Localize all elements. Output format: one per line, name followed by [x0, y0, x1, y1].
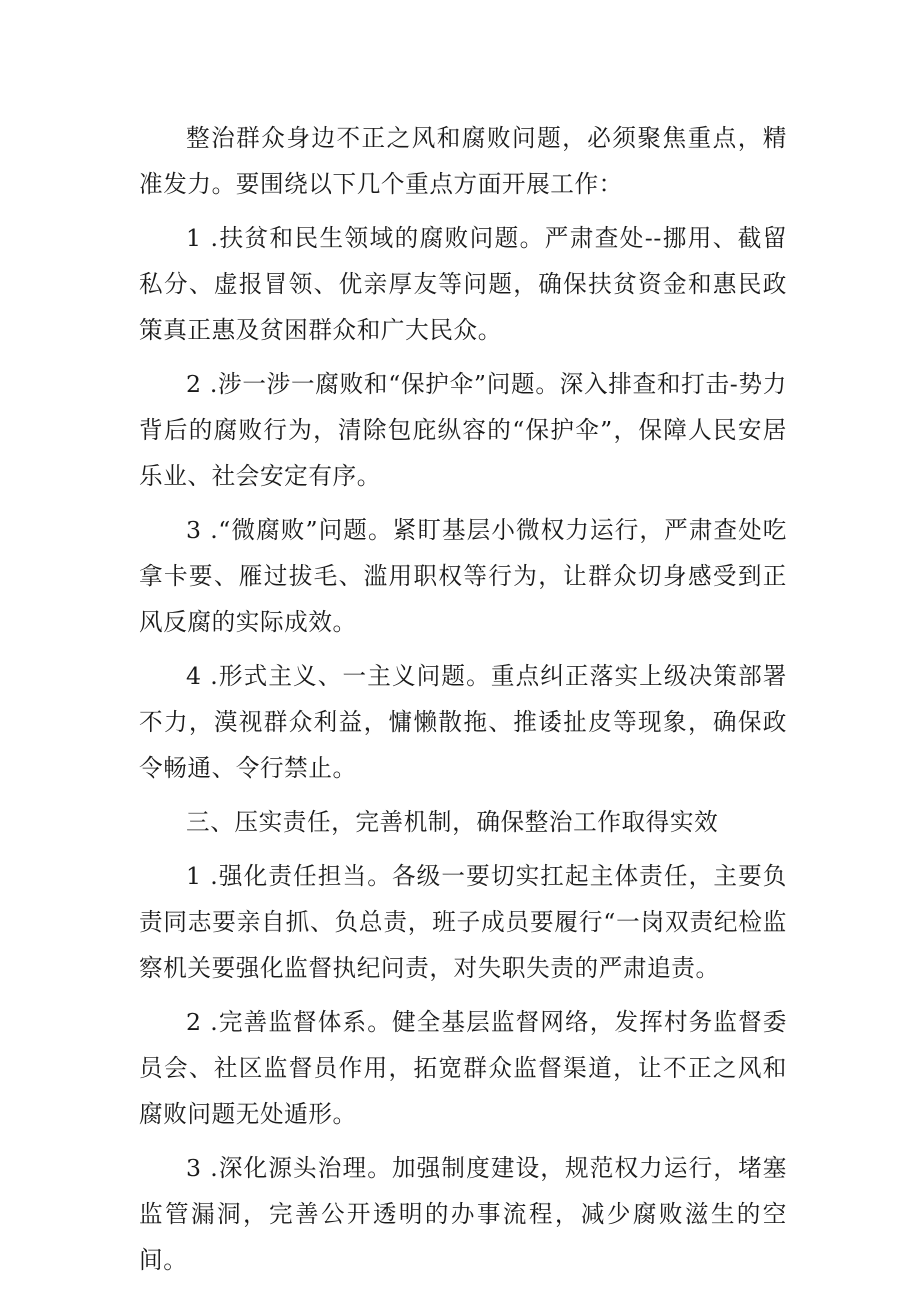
- document-body: [139, 115, 787, 1283]
- paragraph-intro: 整治群众身边不正之风和腐败问题，必须聚焦重点，精准发力。要围绕以下几个重点方面开展工作：: [139, 124, 787, 198]
- paragraph-item-4-formalism: 4 .形式主义、一主义问题。重点纠正落实上级决策部署不力，漠视群众利益，慵懒散拖、推诿扯皮等现象，确保政令畅通、令行禁止。: [139, 662, 787, 782]
- paragraph-section3-item-3: 3 .深化源头治理。加强制度建设，规范权力运行，堵塞监管漏洞，完善公开透明的办事流程，减少腐败滋生的空间。: [139, 1154, 787, 1274]
- paragraph-item-2-protection-umbrella: 2 .涉一涉一腐败和“保护伞”问题。深入排查和打击-势力背后的腐败行为，清除包庇纵容的“保护伞”，保障人民安居乐业、社会安定有序。: [139, 370, 787, 490]
- paragraph-item-3-micro-corruption: 3 .“微腐败”问题。紧盯基层小微权力运行，严肃查处吃拿卡要、雁过拔毛、滥用职权等行为，让群众切身感受到正风反腐的实际成效。: [139, 516, 787, 636]
- section-heading-3: 三、压实责任，完善机制，确保整治工作取得实效: [186, 808, 719, 836]
- paragraph-item-1-poverty: 1 .扶贫和民生领域的腐败问题。严肃查处--挪用、截留私分、虚报冒领、优亲厚友等问题，确保扶贫资金和惠民政策真正惠及贫困群众和广大民众。: [139, 224, 787, 344]
- paragraph-section3-item-2: 2 .完善监督体系。健全基层监督网络，发挥村务监督委员会、社区监督员作用，拓宽群众监督渠道，让不正之风和腐败问题无处遁形。: [139, 1008, 787, 1128]
- paragraph-section3-item-1: 1 .强化责任担当。各级一要切实扛起主体责任，主要负责同志要亲自抓、负总责，班子成员要履行“一岗双责纪检监察机关要强化监督执纪问责，对失职失责的严肃追责。: [139, 862, 787, 982]
